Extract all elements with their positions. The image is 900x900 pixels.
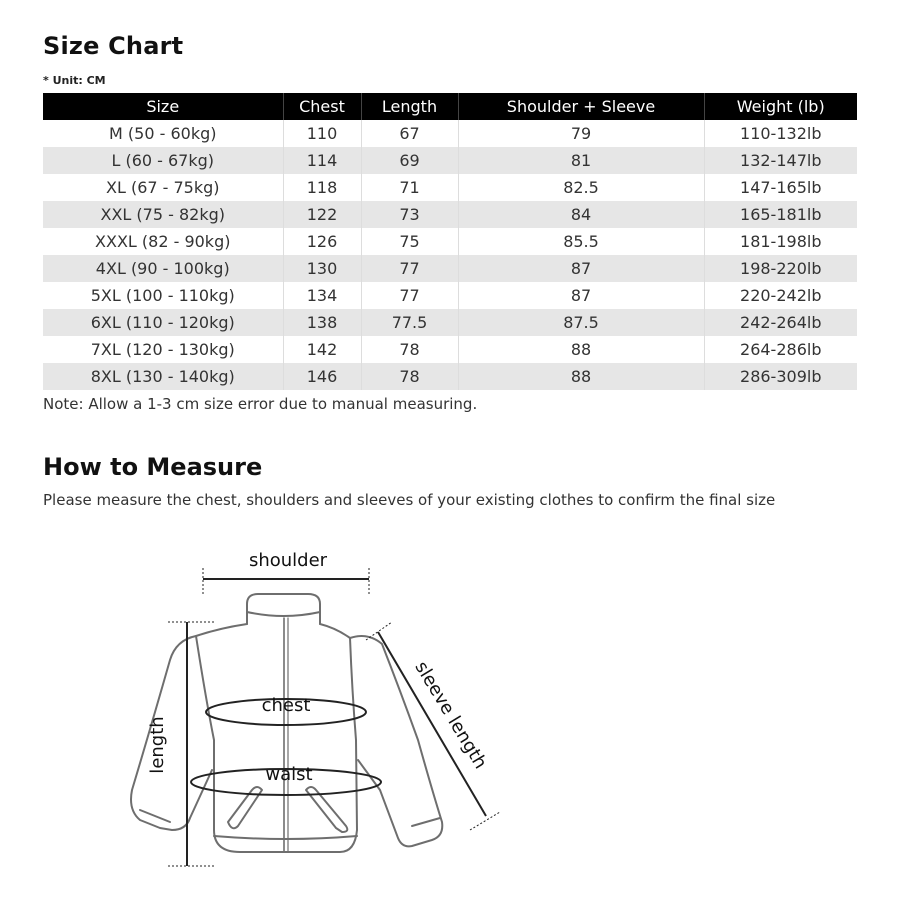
table-row (43, 336, 857, 363)
header-size: Size (43, 93, 283, 120)
chest-label: chest (261, 695, 311, 716)
shoulder-measure-line (203, 568, 369, 596)
sleeve-length-label: sleeve length (410, 657, 491, 773)
table-header-row (43, 93, 857, 120)
cell-length: 77.5 (361, 309, 458, 336)
cell-size: M (50 - 60kg) (43, 120, 283, 147)
how-to-measure-description: Please measure the chest, shoulders and sleeves of your existing clothes to confirm the final size (43, 491, 776, 509)
cell-chest: 146 (283, 363, 361, 390)
cell-length: 69 (361, 147, 458, 174)
cell-length: 67 (361, 120, 458, 147)
cell-shoulder-sleeve: 88 (458, 336, 704, 363)
cell-weight: 242-264lb (704, 309, 857, 336)
table-row (43, 255, 857, 282)
waist-label: waist (265, 764, 313, 785)
cell-shoulder-sleeve: 85.5 (458, 228, 704, 255)
header-length: Length (361, 93, 458, 120)
jacket-outline (131, 594, 442, 852)
cell-shoulder-sleeve: 87 (458, 282, 704, 309)
cell-size: XXXL (82 - 90kg) (43, 228, 283, 255)
cell-weight: 165-181lb (704, 201, 857, 228)
cell-size: 8XL (130 - 140kg) (43, 363, 283, 390)
table-row (43, 363, 857, 390)
header-chest: Chest (283, 93, 361, 120)
cell-weight: 110-132lb (704, 120, 857, 147)
cell-size: 4XL (90 - 100kg) (43, 255, 283, 282)
cell-length: 75 (361, 228, 458, 255)
cell-shoulder-sleeve: 84 (458, 201, 704, 228)
table-row (43, 201, 857, 228)
how-to-measure-title: How to Measure (43, 453, 263, 481)
cell-length: 78 (361, 363, 458, 390)
cell-length: 71 (361, 174, 458, 201)
cell-length: 77 (361, 255, 458, 282)
cell-shoulder-sleeve: 82.5 (458, 174, 704, 201)
cell-chest: 134 (283, 282, 361, 309)
cell-weight: 181-198lb (704, 228, 857, 255)
measurement-note: Note: Allow a 1-3 cm size error due to manual measuring. (43, 395, 478, 413)
cell-chest: 138 (283, 309, 361, 336)
cell-chest: 110 (283, 120, 361, 147)
table-row (43, 174, 857, 201)
cell-weight: 220-242lb (704, 282, 857, 309)
cell-chest: 114 (283, 147, 361, 174)
cell-shoulder-sleeve: 81 (458, 147, 704, 174)
cell-size: 7XL (120 - 130kg) (43, 336, 283, 363)
cell-size: L (60 - 67kg) (43, 147, 283, 174)
shoulder-label: shoulder (248, 550, 328, 571)
cell-size: 6XL (110 - 120kg) (43, 309, 283, 336)
cell-length: 77 (361, 282, 458, 309)
cell-size: XL (67 - 75kg) (43, 174, 283, 201)
cell-shoulder-sleeve: 79 (458, 120, 704, 147)
table-row (43, 228, 857, 255)
cell-weight: 147-165lb (704, 174, 857, 201)
table-row (43, 282, 857, 309)
cell-size: 5XL (100 - 110kg) (43, 282, 283, 309)
cell-chest: 118 (283, 174, 361, 201)
cell-chest: 142 (283, 336, 361, 363)
cell-weight: 198-220lb (704, 255, 857, 282)
table-row (43, 147, 857, 174)
size-chart-title: Size Chart (43, 32, 184, 60)
table-row (43, 120, 857, 147)
cell-length: 73 (361, 201, 458, 228)
cell-weight: 264-286lb (704, 336, 857, 363)
cell-shoulder-sleeve: 87.5 (458, 309, 704, 336)
cell-chest: 130 (283, 255, 361, 282)
unit-note: * Unit: CM (43, 74, 106, 87)
cell-size: XXL (75 - 82kg) (43, 201, 283, 228)
cell-chest: 126 (283, 228, 361, 255)
header-shoulder-sleeve: Shoulder + Sleeve (458, 93, 704, 120)
cell-weight: 132-147lb (704, 147, 857, 174)
jacket-measurement-diagram (0, 530, 900, 900)
cell-weight: 286-309lb (704, 363, 857, 390)
table-row (43, 309, 857, 336)
cell-length: 78 (361, 336, 458, 363)
cell-chest: 122 (283, 201, 361, 228)
header-weight: Weight (lb) (704, 93, 857, 120)
length-label: length (147, 716, 168, 774)
cell-shoulder-sleeve: 88 (458, 363, 704, 390)
size-table (43, 93, 857, 390)
cell-shoulder-sleeve: 87 (458, 255, 704, 282)
